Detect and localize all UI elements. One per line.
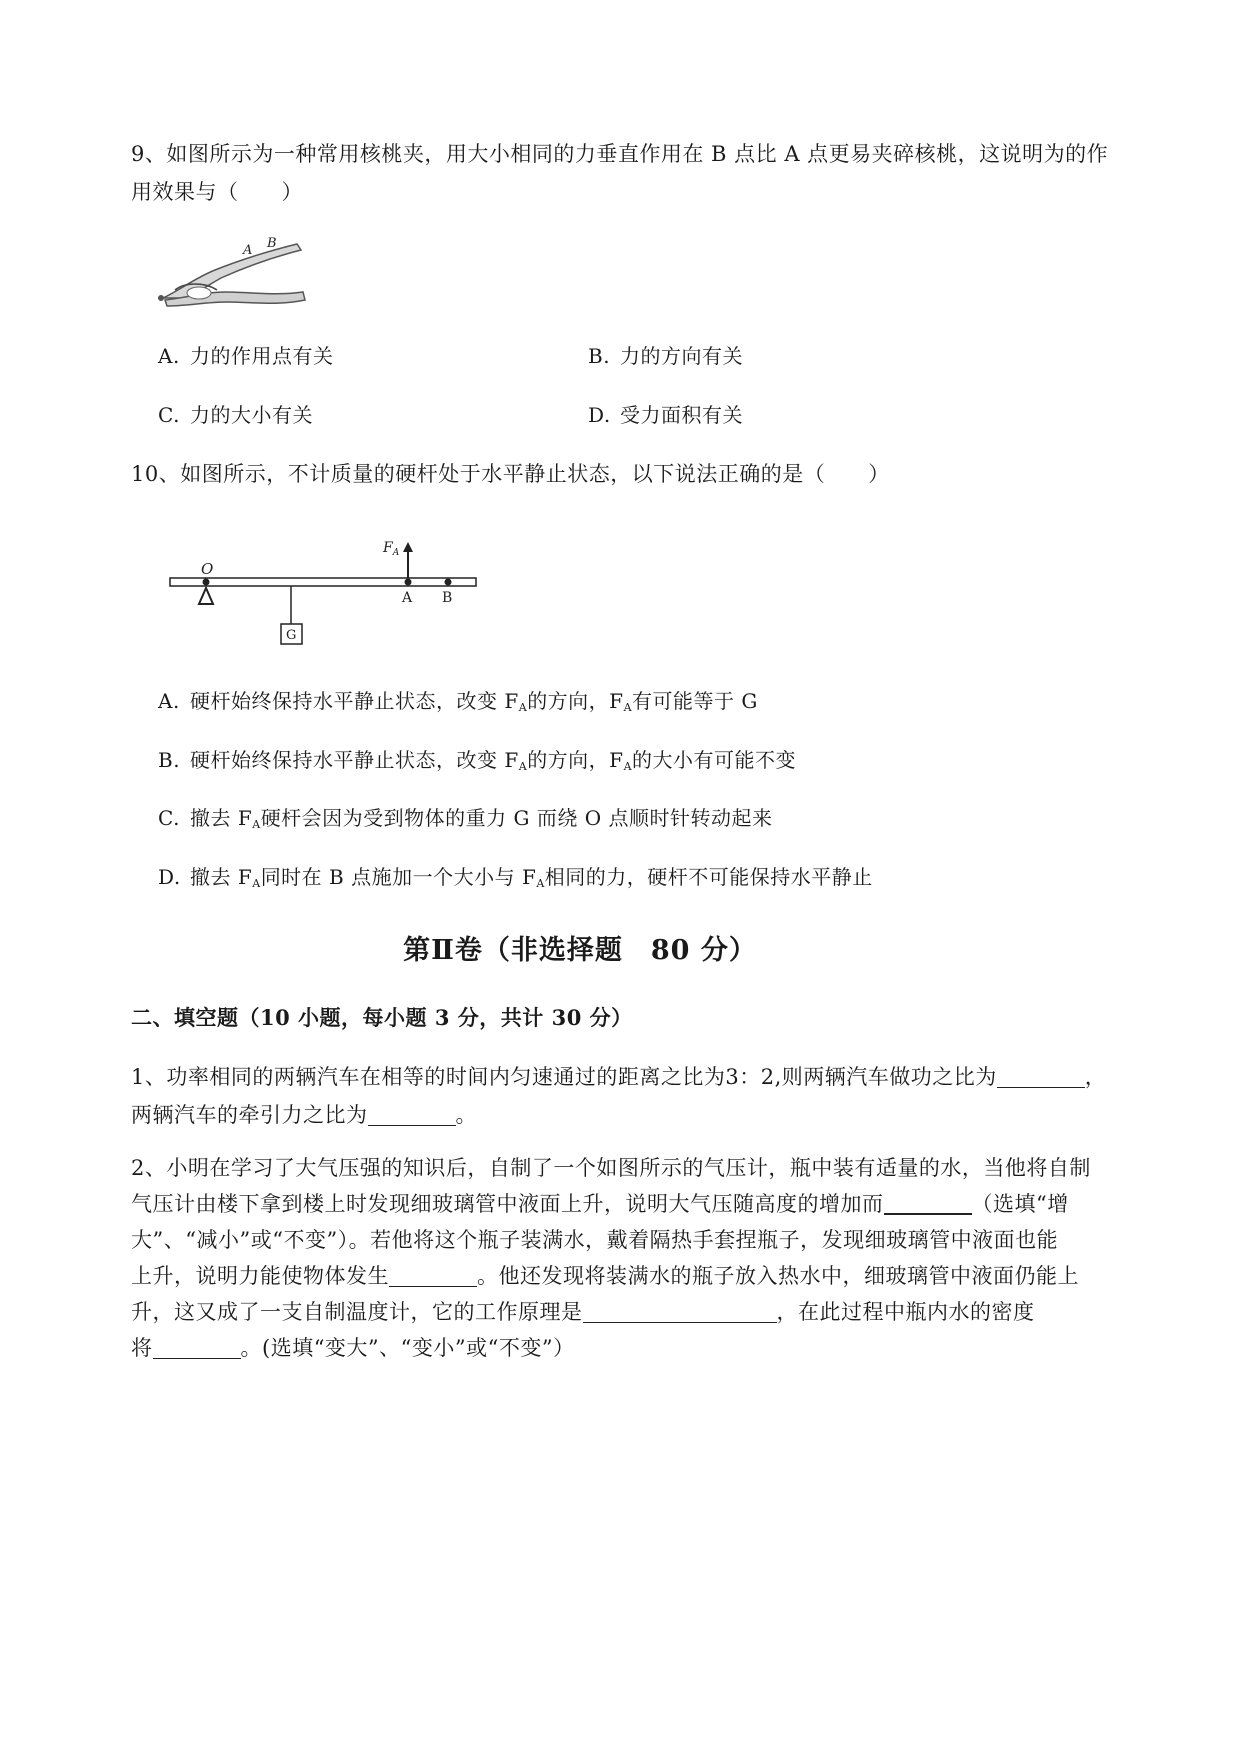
option-label: C.: [158, 806, 180, 830]
q9-option-d[interactable]: [588, 400, 743, 430]
point-a: [405, 579, 412, 586]
part2-title: 第Ⅱ卷（非选择题 80 分）: [403, 935, 757, 966]
fill2-text: 气压计由楼下拿到楼上时发现细玻璃管中液面上升，说明大气压随高度的增加而: [131, 1192, 884, 1216]
label-a: A: [402, 590, 413, 606]
q9-option-b[interactable]: [588, 341, 743, 371]
option-text: 受力面积有关: [620, 403, 743, 427]
q10-stem: 10、如图所示，不计质量的硬杆处于水平静止状态，以下说法正确的是（ ）: [131, 462, 890, 486]
option-label: A.: [158, 689, 180, 713]
fill2-question: 2、小明在学习了大气压强的知识后，自制了一个如图所示的气压计，瓶中装有适量的水，当他将自制 气压计由楼下拿到楼上时发现细玻璃管中液面上升，说明大气压随高度的增加而 （选填“增 大”、“减小”或“不变”）。若他将这个瓶子装满水，戴着隔热手套捏瓶子，发现细玻璃管中液面也能 上升，说明力能使物体发生 。他还发现将装满水的瓶子放入热水中，细玻璃管中液面仍能上 升，这又成了一支自制温度计，它的工作原理是 ，在此过程中瓶内水的密度 将 。(选填“变大”、“变小”或“不变”）: [131, 1150, 1091, 1366]
nutcracker-upper-handle: [163, 244, 301, 298]
q9-option-a[interactable]: [158, 341, 334, 371]
option-text: 力的方向有关: [620, 344, 743, 368]
q10-option-a[interactable]: [158, 686, 758, 723]
fill2-blank-1[interactable]: [884, 1187, 972, 1215]
q10-option-c[interactable]: [158, 803, 773, 840]
option-text: 力的大小有关: [190, 403, 313, 427]
option-text: 撤去 $F_A$同时在 B 点施加一个大小与 $F_A$相同的力，硬杆不可能保持水平静止: [190, 865, 873, 890]
q9-stem-line1: 9、如图所示为一种常用核桃夹，用大小相同的力垂直作用在 B 点比 A 点更易夹碎核桃，这说明为的作: [131, 142, 1109, 166]
point-b: [445, 579, 452, 586]
option-label: B.: [158, 748, 181, 772]
nutcracker-label-b: B: [267, 236, 277, 251]
lever-rod: [170, 578, 476, 586]
nutcracker-label-a: A: [243, 243, 253, 258]
option-text: 硬杆始终保持水平静止状态，改变 $F_A$的方向，$F_A$有可能等于 G: [190, 689, 758, 714]
fill1-blank-2[interactable]: [368, 1099, 456, 1126]
option-label: B.: [588, 344, 611, 368]
option-text: 力的作用点有关: [190, 344, 334, 368]
label-g: G: [286, 628, 297, 643]
fill2-blank-2[interactable]: [389, 1260, 477, 1287]
option-text: 撤去 $F_A$硬杆会因为受到物体的重力 G 而绕 O 点顺时针转动起来: [190, 806, 773, 831]
fill1-text: 两辆汽车的牵引力之比为: [131, 1103, 368, 1127]
fill2-blank-4[interactable]: [153, 1332, 241, 1359]
fill2-line1: 2、小明在学习了大气压强的知识后，自制了一个如图所示的气压计，瓶中装有适量的水，当他将自制: [131, 1156, 1091, 1180]
option-label: C.: [158, 403, 180, 427]
option-label: D.: [158, 865, 181, 889]
lever-figure: [160, 530, 490, 655]
section-heading: 二、填空题（10 小题，每小题 3 分，共计 30 分）: [131, 1005, 633, 1030]
fill1-question: 1、功率相同的两辆汽车在相等的时间内匀速通过的距离之比为3：2,则两辆汽车做功之比为 ， 两辆汽车的牵引力之比为 。: [131, 1058, 1106, 1134]
q10-option-d[interactable]: [158, 862, 873, 899]
option-text: 硬杆始终保持水平静止状态，改变 $F_A$的方向，$F_A$的大小有可能不变: [190, 748, 797, 773]
q9-stem-line2: 用效果与（ ）: [131, 180, 303, 204]
q10-option-b[interactable]: [158, 745, 796, 782]
pivot-point: [203, 579, 210, 586]
nutcracker-figure: [155, 230, 315, 310]
label-b: B: [442, 590, 453, 606]
fill1-blank-1[interactable]: [997, 1061, 1085, 1088]
fill2-text: 升，这又成了一支自制温度计，它的工作原理是: [131, 1300, 583, 1324]
fill1-text: 1、功率相同的两辆汽车在相等的时间内匀速通过的距离之比为3：2,则两辆汽车做功之比为: [131, 1065, 997, 1089]
q9-option-c[interactable]: [158, 400, 313, 430]
fill2-text: 将: [131, 1336, 153, 1360]
nutcracker-gap: [187, 287, 211, 299]
nutcracker-pivot: [158, 295, 164, 301]
fill2-blank-3[interactable]: [583, 1296, 777, 1323]
force-arrow-head: [403, 542, 413, 552]
fill2-line3: 大”、“减小”或“不变”）。若他将这个瓶子装满水，戴着隔热手套捏瓶子，发现细玻璃管中液面也能: [131, 1228, 1059, 1252]
option-label: D.: [588, 403, 611, 427]
fulcrum-triangle: [199, 588, 213, 604]
fill2-text: 上升，说明力能使物体发生: [131, 1264, 389, 1288]
option-label: A.: [158, 344, 180, 368]
label-force: $F_A$: [383, 540, 400, 558]
label-o: O: [201, 560, 214, 578]
q9-stem: [131, 135, 1131, 211]
